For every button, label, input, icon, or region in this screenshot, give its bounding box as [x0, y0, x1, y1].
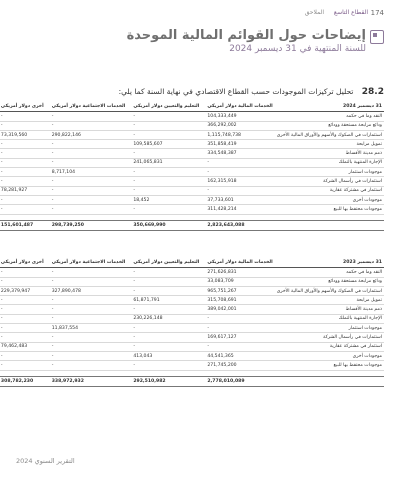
cell-financial: 334,548,387 — [205, 149, 274, 158]
table-row — [0, 112, 384, 121]
cell-social: - — [50, 342, 128, 351]
table-row — [0, 324, 384, 333]
page-number: 174 — [370, 9, 384, 17]
cell-label: موجودات محتفظ بها للبيع — [275, 361, 384, 370]
cell-other: 78,281,927 — [0, 186, 46, 195]
cell-education: 61,871,791 — [131, 296, 201, 305]
cell-social: - — [50, 296, 128, 305]
cell-social: - — [50, 314, 128, 323]
cell-social: - — [50, 112, 128, 121]
table-row — [0, 186, 384, 195]
table-2024-body — [0, 112, 384, 214]
table-row — [0, 205, 384, 214]
table-row — [0, 314, 384, 323]
table-row — [0, 158, 384, 167]
cell-label: تمويل مرابحة — [275, 296, 384, 305]
cell-social: - — [50, 205, 128, 214]
cell-education: - — [131, 149, 201, 158]
page-subtitle: للسنة المنتهية في 31 ديسمبر 2024 — [229, 44, 366, 54]
cell-label: النقد وما في حكمه — [275, 268, 384, 277]
col-header-other: أخرى دولار أمريكي — [0, 257, 46, 268]
cell-education: - — [131, 361, 201, 370]
cell-label: النقد وما في حكمه — [275, 112, 384, 121]
cell-financial: 311,428,214 — [205, 205, 274, 214]
table-row — [0, 168, 384, 177]
cell-other: - — [0, 324, 46, 333]
cell-other: - — [0, 268, 46, 277]
cell-education: - — [131, 177, 201, 186]
cell-education: - — [131, 186, 201, 195]
cell-financial: 33,083,709 — [205, 277, 274, 286]
cell-financial: 366,292,002 — [205, 121, 274, 130]
cell-financial: 37,733,601 — [205, 195, 274, 204]
cell-social: - — [50, 158, 128, 167]
table-row — [0, 177, 384, 186]
cell-social: 290,822,146 — [50, 130, 128, 139]
cell-label: استثمارات في الصكوك والأسهم والأوراق المالية الأخرى — [275, 286, 384, 295]
cell-education: 241,065,831 — [131, 158, 201, 167]
cell-other: - — [0, 158, 46, 167]
cell-other: - — [0, 361, 46, 370]
total-social: 298,739,250 — [50, 220, 128, 230]
total-financial: 2,823,643,088 — [205, 220, 274, 230]
cell-other: - — [0, 177, 46, 186]
cell-label: ذمم مدينة الأقساط — [275, 305, 384, 314]
table-row — [0, 140, 384, 149]
section-number: 28.2 — [361, 87, 384, 97]
cell-education: - — [131, 305, 201, 314]
cell-financial: - — [205, 186, 274, 195]
cell-label: استثمار في مشتركة عقارية — [275, 342, 384, 351]
col-header-education: التعليم والتعيين دولار أمريكي — [131, 101, 201, 112]
cell-label: استثمار في مشتركة عقارية — [275, 186, 384, 195]
col-header-social: الخدمات الاجتماعية دولار أمريكي — [50, 101, 128, 112]
cell-other: - — [0, 168, 46, 177]
total-label — [275, 376, 384, 386]
cell-label: استثمارات في رأسمال الشركة — [275, 333, 384, 342]
cell-financial: 104,333,449 — [205, 112, 274, 121]
table-row — [0, 130, 384, 139]
cell-other: 79,462,483 — [0, 342, 46, 351]
section-title: تحليل تركيزات الموجودات حسب القطاع الاقتصادي في نهاية السنة كما يلي: — [118, 87, 354, 96]
cell-label: استثمارات في الصكوك والأسهم والأوراق المالية الأخرى — [275, 130, 384, 139]
cell-education: - — [131, 130, 201, 139]
cell-other: - — [0, 277, 46, 286]
cell-financial: 315,708,691 — [205, 296, 274, 305]
col-header-other: أخرى دولار أمريكي — [0, 101, 46, 112]
cell-financial: 271,626,831 — [205, 268, 274, 277]
cell-education: - — [131, 342, 201, 351]
table-row — [0, 149, 384, 158]
col-header-label: 31 ديسمبر 2023 — [275, 257, 384, 268]
cell-social: - — [50, 195, 128, 204]
cell-social: - — [50, 149, 128, 158]
cell-education: - — [131, 205, 201, 214]
total-other: 151,601,487 — [0, 220, 46, 230]
table-header-row — [0, 257, 384, 268]
cell-social: - — [50, 351, 128, 360]
total-financial: 2,778,010,089 — [205, 376, 274, 386]
cell-education: - — [131, 112, 201, 121]
total-other: 308,782,230 — [0, 376, 46, 386]
table-2024 — [0, 101, 384, 231]
table-2023 — [0, 257, 384, 387]
table-row — [0, 351, 384, 360]
cell-other: 229,379,947 — [0, 286, 46, 295]
cell-financial: 162,315,918 — [205, 177, 274, 186]
cell-financial: 965,751,267 — [205, 286, 274, 295]
cell-financial: 169,617,127 — [205, 333, 274, 342]
cell-financial: - — [205, 168, 274, 177]
cell-education: 109,585,607 — [131, 140, 201, 149]
cell-social: - — [50, 121, 128, 130]
cell-financial: 271,745,200 — [205, 361, 274, 370]
table-row — [0, 277, 384, 286]
cell-other: - — [0, 314, 46, 323]
top-bar — [0, 8, 400, 22]
col-header-label: 31 ديسمبر 2024 — [275, 101, 384, 112]
cell-education: - — [131, 277, 201, 286]
table-row — [0, 333, 384, 342]
cell-other: 73,319,560 — [0, 130, 46, 139]
cell-education: - — [131, 286, 201, 295]
table-row — [0, 361, 384, 370]
cell-education: - — [131, 324, 201, 333]
col-header-education: التعليم والتعيين دولار أمريكي — [131, 257, 201, 268]
cell-label: ودائع مرابحة مستحقة وودائع — [275, 277, 384, 286]
section-heading — [16, 87, 384, 97]
total-social: 338,972,932 — [50, 376, 128, 386]
cell-other: - — [0, 195, 46, 204]
cell-financial: 351,858,419 — [205, 140, 274, 149]
cell-other: - — [0, 305, 46, 314]
table-row — [0, 195, 384, 204]
cell-label: استثمارات في رأسمال الشركة — [275, 177, 384, 186]
cell-other: - — [0, 112, 46, 121]
cell-social: - — [50, 140, 128, 149]
table-row — [0, 342, 384, 351]
footer-report-title: التقرير السنوي 2024 — [16, 457, 75, 465]
cell-social: - — [50, 277, 128, 286]
cell-social: - — [50, 333, 128, 342]
cell-education: - — [131, 268, 201, 277]
cell-other: - — [0, 205, 46, 214]
cell-label: موجودات أخرى — [275, 351, 384, 360]
cell-label: الإجارة المنتهية بالتملك — [275, 314, 384, 323]
cell-financial: - — [205, 324, 274, 333]
cell-education: 18,452 — [131, 195, 201, 204]
table-header-row — [0, 101, 384, 112]
col-header-social: الخدمات الاجتماعية دولار أمريكي — [50, 257, 128, 268]
col-header-financial: الخدمات المالية دولار أمريكي — [205, 257, 274, 268]
cell-label: ودائع مرابحة مستحقة وودائع — [275, 121, 384, 130]
page-title: إيضاحات حول القوائم المالية الموحدة — [126, 28, 366, 43]
table-row — [0, 121, 384, 130]
cell-other: - — [0, 296, 46, 305]
cell-other: - — [0, 140, 46, 149]
cell-social: - — [50, 361, 128, 370]
cell-education: - — [131, 333, 201, 342]
col-header-financial: الخدمات المالية دولار أمريكي — [205, 101, 274, 112]
cell-social: - — [50, 268, 128, 277]
breadcrumb-parent[interactable]: الملاحق — [304, 9, 324, 16]
cell-label: ذمم مدينة الأقساط — [275, 149, 384, 158]
cell-other: - — [0, 333, 46, 342]
section-square-icon — [370, 30, 384, 44]
cell-label: تمويل مرابحة — [275, 140, 384, 149]
cell-financial: - — [205, 342, 274, 351]
cell-other: - — [0, 351, 46, 360]
cell-financial: 1,115,748,738 — [205, 130, 274, 139]
table-total-row — [0, 376, 384, 386]
cell-financial: - — [205, 314, 274, 323]
cell-financial: 389,042,001 — [205, 305, 274, 314]
cell-social: - — [50, 305, 128, 314]
page-heading — [24, 28, 384, 55]
total-label — [275, 220, 384, 230]
table-row — [0, 305, 384, 314]
table-row — [0, 286, 384, 295]
total-education: 292,510,982 — [131, 376, 201, 386]
cell-financial: 44,541,365 — [205, 351, 274, 360]
cell-label: موجودات أخرى — [275, 195, 384, 204]
cell-education: - — [131, 168, 201, 177]
cell-education: 230,226,148 — [131, 314, 201, 323]
table-row — [0, 268, 384, 277]
cell-social: - — [50, 186, 128, 195]
cell-label: الإجارة المنتهية بالتملك — [275, 158, 384, 167]
cell-social: 327,890,478 — [50, 286, 128, 295]
cell-financial: - — [205, 158, 274, 167]
cell-other: - — [0, 149, 46, 158]
cell-social: 11,837,554 — [50, 324, 128, 333]
cell-social: - — [50, 177, 128, 186]
cell-other: - — [0, 121, 46, 130]
cell-education: 413,043 — [131, 351, 201, 360]
total-education: 350,669,990 — [131, 220, 201, 230]
breadcrumb-current[interactable]: القطاع التاسع — [333, 9, 368, 16]
cell-label: موجودات استثمار — [275, 168, 384, 177]
cell-label: موجودات محتفظ بها للبيع — [275, 205, 384, 214]
cell-education: - — [131, 121, 201, 130]
table-row — [0, 296, 384, 305]
cell-label: موجودات استثمار — [275, 324, 384, 333]
table-2023-body — [0, 268, 384, 370]
table-total-row — [0, 220, 384, 230]
cell-social: 8,717,104 — [50, 168, 128, 177]
